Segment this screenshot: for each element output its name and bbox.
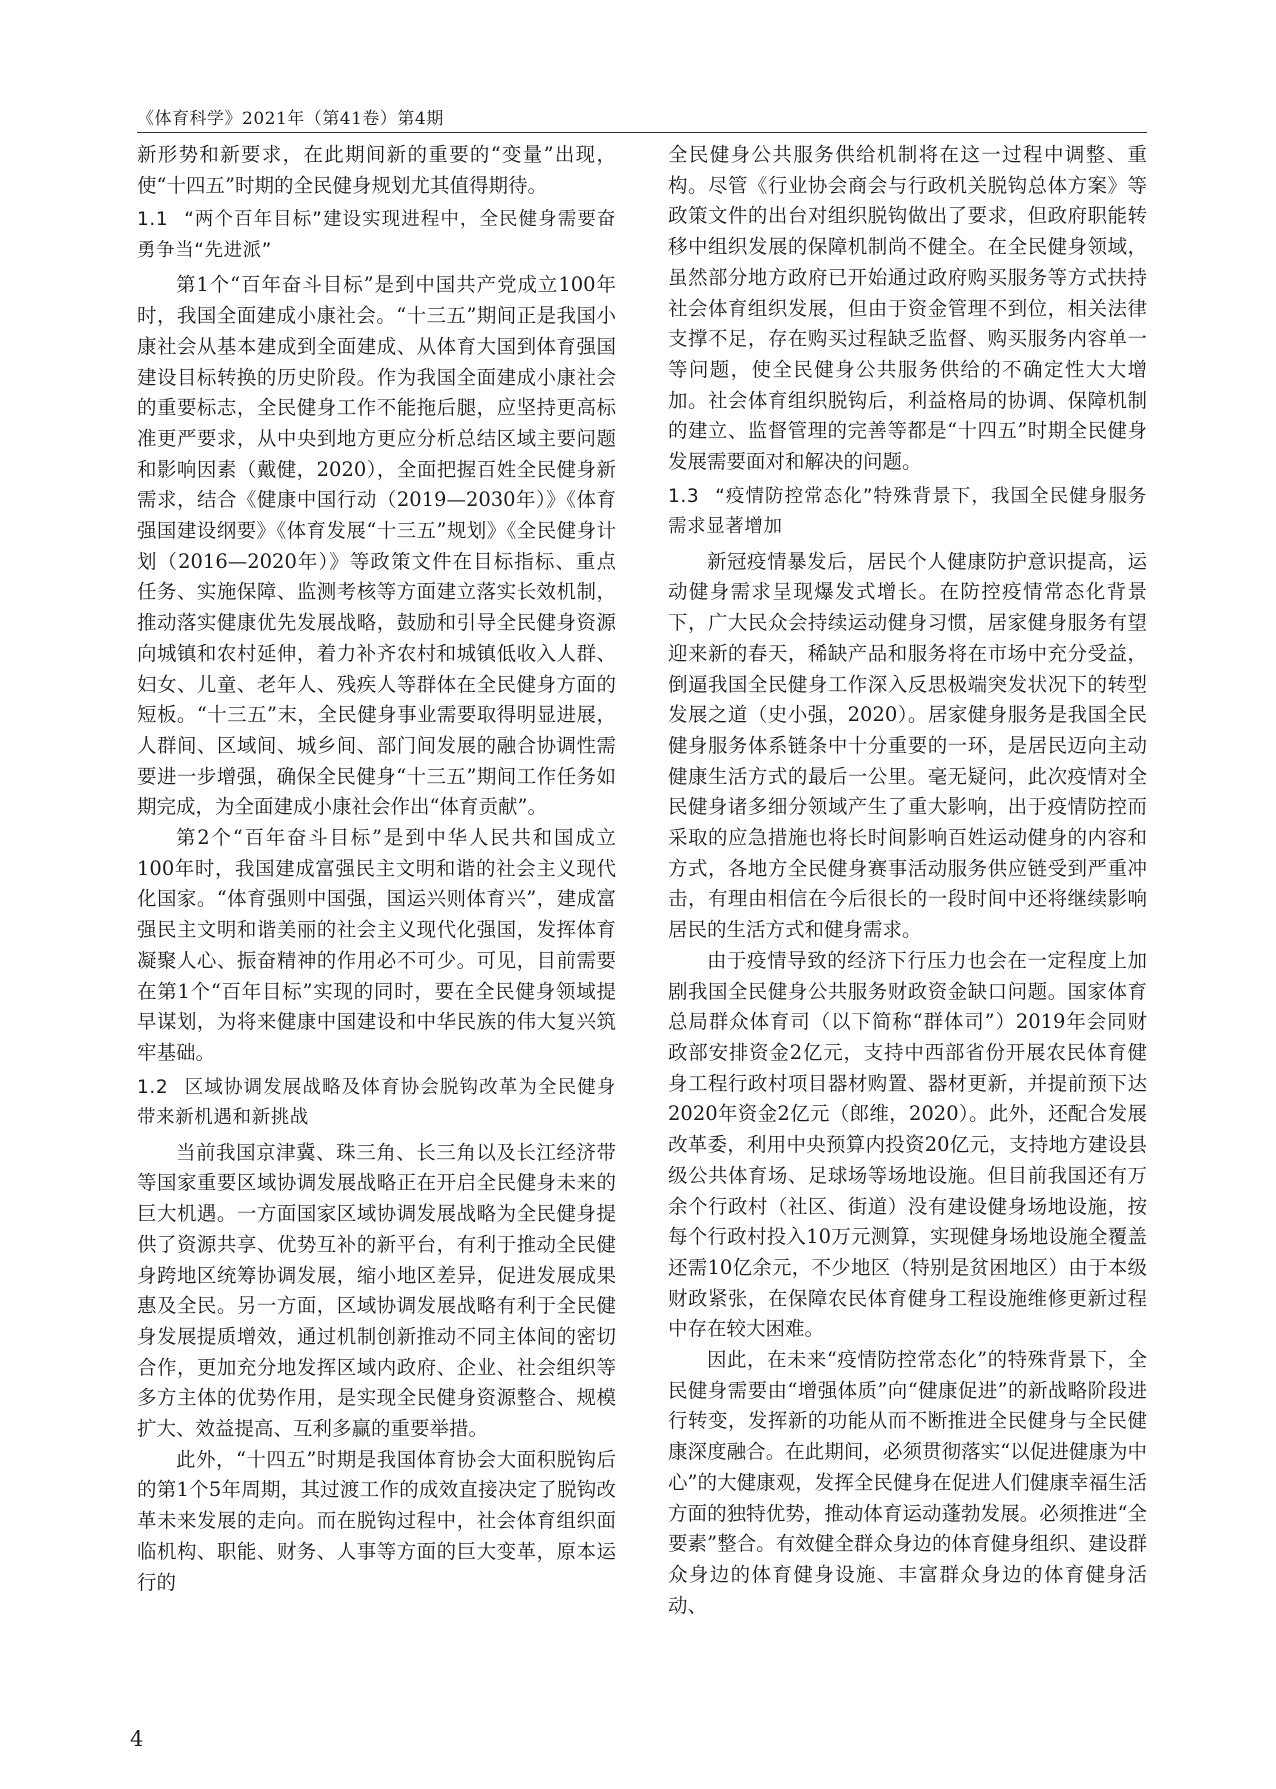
section-title: “疫情防控常态化”特殊背景下，我国全民健身服务需求显著增加 [668,485,1147,538]
paragraph: 当前我国京津冀、珠三角、长三角以及长江经济带等国家重要区域协调发展战略正在开启全民健身未来的巨大机遇。一方面国家区域协调发展战略为全民健身提供了资源共享、优势互补的新平台，有利于推动全民健身跨地区统筹协调发展，缩小地区差异，促进发展成果惠及全民。另一方面，区域协调发展战略有利于全民健身发展提质增效，通过机制创新推动不同主体间的密切合作，更加充分地发挥区域内政府、企业、社会组织等多方主体的优势作用，是实现全民健身资源整合、规模扩大、效益提高、互利多赢的重要举措。 [137,1140,616,1441]
header-rule [137,132,1147,133]
running-header: 《体育科学》2021年（第41卷）第4期 [137,109,444,129]
page-number: 4 [130,1727,144,1751]
paragraph: 新冠疫情暴发后，居民个人健康防护意识提高，运动健身需求呈现爆发式增长。在防控疫情常态化背景下，广大民众会持续运动健身习惯，居家健身服务有望迎来新的春天，稀缺产品和服务将在市场中充分受益，倒逼我国全民健身工作深入反思极端突发状况下的转型发展之道（史小强，2020）。居家健身服务是我国全民健身服务体系链条中十分重要的一环，是居民迈向主动健康生活方式的最后一公里。毫无疑问，此次疫情对全民健身诸多细分领域产生了重大影响，出于疫情防控而采取的应急措施也将长时间影响百姓运动健身的内容和方式，各地方全民健身赛事活动服务供应链受到严重冲击，有理由相信在今后很长的一段时间中还将继续影响居民的生活方式和健身需求。 [668,549,1147,942]
paragraph: 第1个“百年奋斗目标”是到中国共产党成立100年时，我国全面建成小康社会。“十三五”期间正是我国小康社会从基本建成到全面建成、从体育大国到体育强国建设目标转换的历史阶段。作为我国全面建成小康社会的重要标志，全民健身工作不能拖后腿，应坚持更高标准更严要求，从中央到地方更应分析总结区域主要问题和影响因素（戴健，2020），全面把握百姓全民健身新需求，结合《健康中国行动（2019—2030年）》《体育强国建设纲要》《体育发展“十三五”规划》《全民健身计划（2016—2020年）》等政策文件在目标指标、重点任务、实施保障、监测考核等方面建立落实长效机制，推动落实健康优先发展战略，鼓励和引导全民健身资源向城镇和农村延伸，着力补齐农村和城镇低收入人群、妇女、儿童、老年人、残疾人等群体在全民健身方面的短板。“十三五”末，全民健身事业需要取得明显进展，人群间、区域间、城乡间、部门间发展的融合协调性需要进一步增强，确保全民健身“十三五”期间工作任务如期完成，为全面建成小康社会作出“体育贡献”。 [137,273,616,819]
section-heading-1-2 [137,1073,616,1134]
section-heading-1-3 [668,482,1147,543]
paragraph: 全民健身公共服务供给机制将在这一过程中调整、重构。尽管《行业协会商会与行政机关脱钩总体方案》等政策文件的出台对组织脱钩做出了要求，但政府职能转移中组织发展的保障机制尚不健全。在全民健身领域，虽然部分地方政府已开始通过政府购买服务等方式扶持社会体育组织发展，但由于资金管理不到位，相关法律支撑不足，存在购买过程缺乏监督、购买服务内容单一等问题，使全民健身公共服务供给的不确定性大大增加。社会体育组织脱钩后，利益格局的协调、保障机制的建立、监督管理的完善等都是“十四五”时期全民健身发展需要面对和解决的问题。 [668,143,1147,474]
paragraph: 因此，在未来“疫情防控常态化”的特殊背景下，全民健身需要由“增强体质”向“健康促进”的新战略阶段进行转变，发挥新的功能从而不断推进全民健身与全民健康深度融合。在此期间，必须贯彻落实“以促进健康为中心”的大健康观，发挥全民健身在促进人们健康幸福生活方面的独特优势，推动体育运动蓬勃发展。必须推进“全要素”整合。有效健全群众身边的体育健身组织、建设群众身边的体育健身设施、丰富群众身边的体育健身活动、 [668,1348,1147,1617]
section-title: 区域协调发展战略及体育协会脱钩改革为全民健身带来新机遇和新挑战 [137,1076,616,1129]
right-column [668,140,1147,1621]
paragraph: 第2个“百年奋斗目标”是到中华人民共和国成立100年时，我国建成富强民主文明和谐的社会主义现代化国家。“体育强则中国强，国运兴则体育兴”，建成富强民主文明和谐美丽的社会主义现代化强国，发挥体育凝聚人心、振奋精神的作用必不可少。可见，目前需要在第1个“百年目标”实现的同时，要在全民健身领域提早谋划，为将来健康中国建设和中华民族的伟大复兴筑牢基础。 [137,826,616,1064]
section-heading-1-1 [137,205,616,266]
section-number: 1.3 [668,485,700,507]
section-number: 1.1 [137,209,169,231]
section-number: 1.2 [137,1076,169,1098]
section-title: “两个百年目标”建设实现进程中，全民健身需要奋勇争当“先进派” [137,209,616,261]
left-column [137,140,616,1598]
paragraph: 此外，“十四五”时期是我国体育协会大面积脱钩后的第1个5年周期，其过渡工作的成效直接决定了脱钩改革未来发展的走向。而在脱钩过程中，社会体育组织面临机构、职能、财务、人事等方面的巨大变革，原本运行的 [137,1447,616,1594]
paragraph: 由于疫情导致的经济下行压力也会在一定程度上加剧我国全民健身公共服务财政资金缺口问题。国家体育总局群众体育司（以下简称“群体司”）2019年会同财政部安排资金2亿元，支持中西部省份开展农民体育健身工程行政村项目器材购置、器材更新，并提前预下达2020年资金2亿元（郎维，2020）。此外，还配合发展改革委，利用中央预算内投资20亿元，支持地方建设县级公共体育场、足球场等场地设施。但目前我国还有万余个行政村（社区、街道）没有建设健身场地设施，按每个行政村投入10万元测算，实现健身场地设施全覆盖还需10亿余元，不少地区（特别是贫困地区）由于本级财政紧张，在保障农民体育健身工程设施维修更新过程中存在较大困难。 [668,948,1147,1341]
paragraph: 新形势和新要求，在此期间新的重要的“变量”出现，使“十四五”时期的全民健身规划尤其值得期待。 [137,143,616,197]
